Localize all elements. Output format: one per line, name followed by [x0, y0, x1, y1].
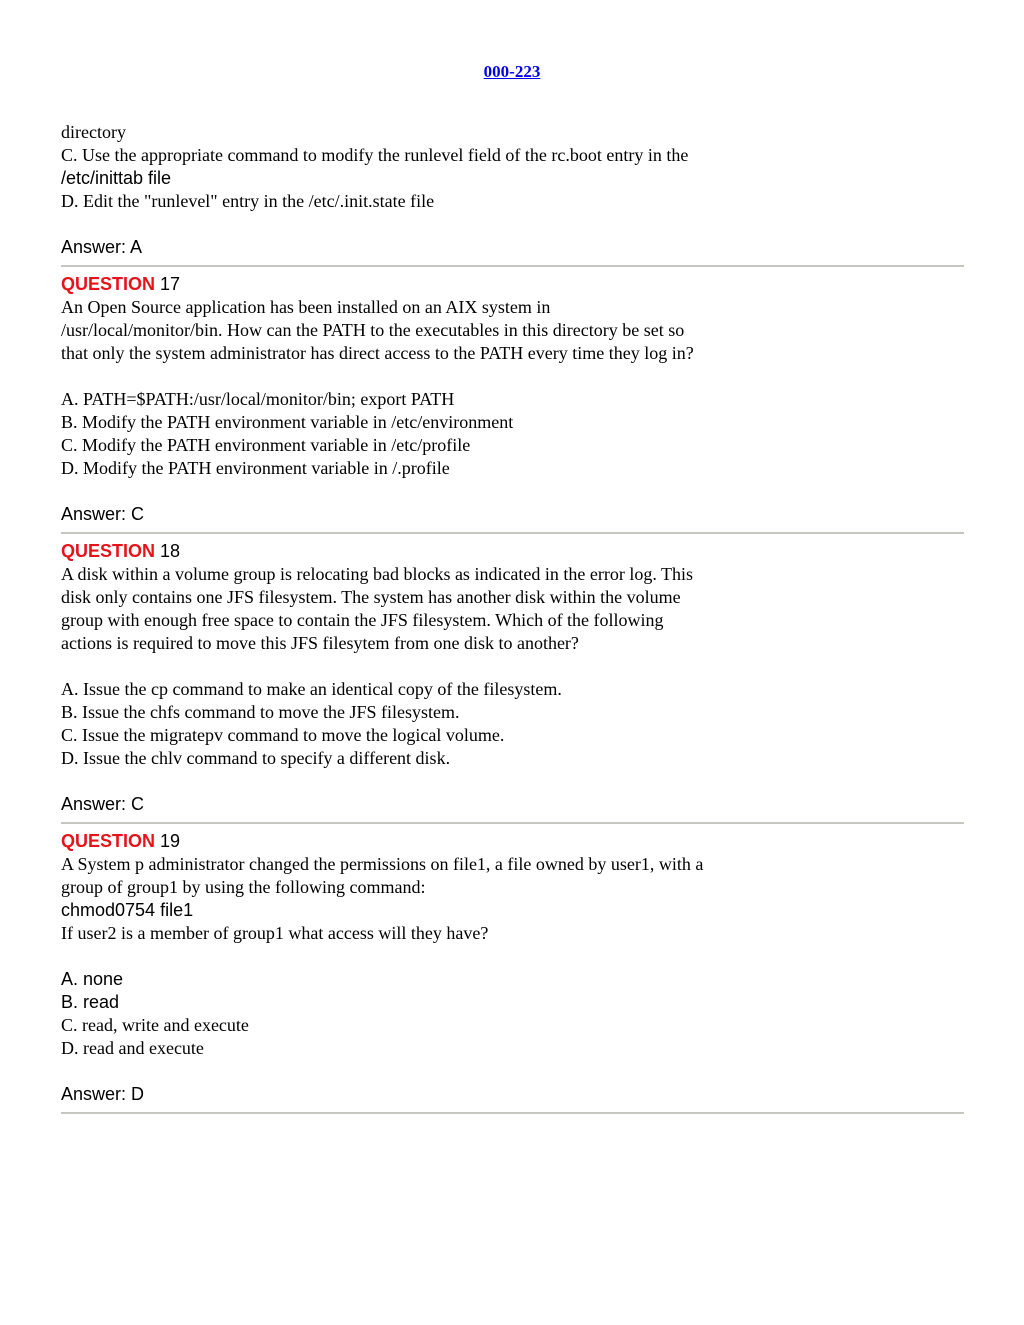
header-exam-code-link[interactable]: 000-223 [483, 62, 541, 81]
option-b: B. Modify the PATH environment variable in /etc/environment [61, 412, 514, 432]
answer-text: Answer: C [61, 794, 145, 814]
option-c: C. Modify the PATH environment variable in /etc/profile [61, 435, 471, 455]
intro-block [61, 121, 964, 259]
question-stem-line: group of group1 by using the following command: [61, 877, 426, 897]
question-block-18 [61, 540, 964, 816]
intro-line: directory [61, 122, 126, 142]
answer-text: Answer: C [61, 504, 145, 524]
option-d: D. Issue the chlv command to specify a different disk. [61, 748, 451, 768]
question-stem-line: group with enough free space to contain the JFS filesystem. Which of the following [61, 610, 664, 630]
option-b: B. Issue the chfs command to move the JFS filesystem. [61, 702, 460, 722]
option-d: D. Modify the PATH environment variable in /.profile [61, 458, 450, 478]
option-c: C. Issue the migratepv command to move the logical volume. [61, 725, 505, 745]
question-label: QUESTION [61, 274, 156, 294]
question-number: 17 [160, 274, 181, 294]
question-stem-line: /usr/local/monitor/bin. How can the PATH to the executables in this directory be set so [61, 320, 685, 340]
divider [61, 822, 964, 824]
intro-line: /etc/inittab file [61, 168, 172, 188]
document-content [61, 121, 964, 1120]
question-stem-line: An Open Source application has been installed on an AIX system in [61, 297, 551, 317]
option-a: A. PATH=$PATH:/usr/local/monitor/bin; export PATH [61, 389, 455, 409]
answer-text: Answer: D [61, 1084, 145, 1104]
option-a: A. none [61, 969, 124, 989]
intro-line: C. Use the appropriate command to modify the runlevel field of the rc.boot entry in the [61, 145, 689, 165]
option-b: B. read [61, 992, 120, 1012]
option-d: D. read and execute [61, 1038, 204, 1058]
option-c: C. read, write and execute [61, 1015, 249, 1035]
intro-line: D. Edit the "runlevel" entry in the /etc/.init.state file [61, 191, 435, 211]
question-label: QUESTION [61, 831, 156, 851]
question-stem-line: If user2 is a member of group1 what access will they have? [61, 923, 489, 943]
divider [61, 532, 964, 534]
question-label: QUESTION [61, 541, 156, 561]
option-a: A. Issue the cp command to make an identical copy of the filesystem. [61, 679, 562, 699]
question-heading [61, 540, 964, 563]
divider [61, 1112, 964, 1114]
question-stem-line: A System p administrator changed the permissions on file1, a file owned by user1, with a [61, 854, 704, 874]
question-stem-line: actions is required to move this JFS filesytem from one disk to another? [61, 633, 579, 653]
question-heading [61, 830, 964, 853]
answer-text: Answer: A [61, 237, 143, 257]
command-line: chmod0754 file1 [61, 900, 194, 920]
question-stem-line: A disk within a volume group is relocating bad blocks as indicated in the error log. This [61, 564, 694, 584]
question-number: 19 [160, 831, 181, 851]
question-block-19 [61, 830, 964, 1106]
question-stem-line: that only the system administrator has direct access to the PATH every time they log in? [61, 343, 694, 363]
divider [61, 265, 964, 267]
question-block-17 [61, 273, 964, 526]
question-heading [61, 273, 964, 296]
question-stem-line: disk only contains one JFS filesystem. The system has another disk within the volume [61, 587, 681, 607]
question-number: 18 [160, 541, 181, 561]
